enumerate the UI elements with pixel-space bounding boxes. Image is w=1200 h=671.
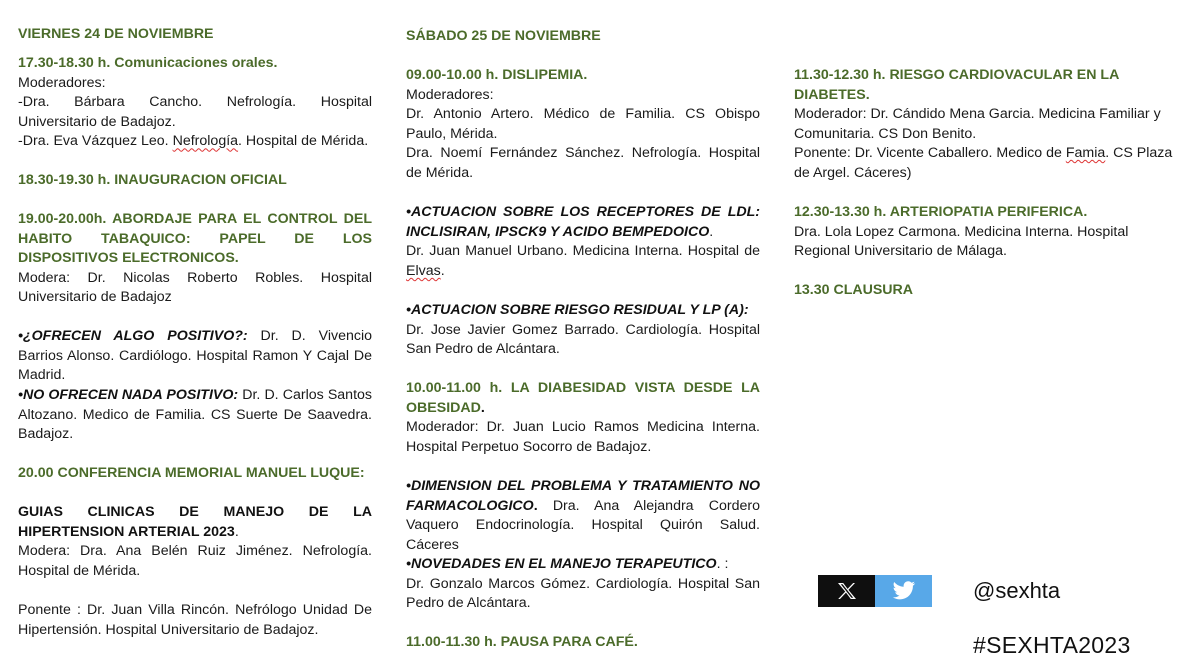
moderator: -Dra. Eva Vázquez Leo. Nefrología. Hospital de Mérida. <box>18 133 369 150</box>
moderator: Moderador: Dr. Cándido Mena Garcia. Medicina Familiar y Comunitaria. CS Don Benito. <box>794 106 1161 142</box>
speaker: Dr. Juan Manuel Urbano. Medicina Interna. Hospital de Elvas. <box>406 243 760 279</box>
talk: •DIMENSION DEL PROBLEMA Y TRATAMIENTO NO FARMACOLOGICO. Dra. Ana Alejandra Cordero Vaquero Endocrinología. Hospital Quirón Salud. Cáceres <box>406 478 760 553</box>
speaker: Dr. Gonzalo Marcos Gómez. Cardiología. Hospital San Pedro de Alcántara. <box>406 575 760 612</box>
talk <box>18 327 372 386</box>
twitter-bird-icon[interactable] <box>875 575 932 607</box>
session-title: 19.00-20.00h. ABORDAJE PARA EL CONTROL DEL HABITO TABAQUICO: PAPEL DE LOS DISPOSITIVOS ELECTRONICOS. <box>18 211 372 267</box>
talk-title: •DIMENSION DEL PROBLEMA Y TRATAMIENTO NO FARMACOLOGICO <box>406 478 760 514</box>
moderator: Moderador: Dr. Juan Lucio Ramos Medicina Interna. Hospital Perpetuo Socorro de Badajoz. <box>406 419 760 455</box>
speaker: Dr. D. Carlos Santos Altozano. Medico de Familia. CS Suerte De Saavedra. Badajoz. <box>18 387 372 443</box>
session-title: 12.30-13.30 h. ARTERIOPATIA PERIFERICA. <box>794 204 1088 220</box>
conference-topic: GUIAS CLINICAS DE MANEJO DE LA HIPERTENSION ARTERIAL 2023. <box>18 504 372 540</box>
talk-title: •¿OFRECEN ALGO POSITIVO?: <box>18 328 248 344</box>
talk-title: •NO OFRECEN NADA POSITIVO: <box>18 387 239 403</box>
moderator: -Dra. Bárbara Cancho. Nefrología. Hospital Universitario de Badajoz. <box>18 94 372 130</box>
speaker: Dra. Ana Alejandra Cordero Vaquero Endocrinología. Hospital Quirón Salud. Cáceres <box>406 497 760 553</box>
moderator: Dra. Noemí Fernández Sánchez. Nefrología. Hospital de Mérida. <box>406 145 760 181</box>
talk <box>18 386 372 445</box>
day-title-saturday: SÁBADO 25 DE NOVIEMBRE <box>406 28 601 44</box>
moderator: Dr. Antonio Artero. Médico de Familia. CS Obispo Paulo, Mérida. <box>406 106 760 142</box>
moderators-label: Moderadores: <box>406 86 494 103</box>
speaker: Ponente: Dr. Vicente Caballero. Medico de Famia. CS Plaza de Argel. Cáceres) <box>794 145 1173 181</box>
session-title: 11.30-12.30 h. RIESGO CARDIOVACULAR EN LA DIABETES. <box>794 67 1119 103</box>
session-title: 20.00 CONFERENCIA MEMORIAL MANUEL LUQUE: <box>18 465 365 481</box>
speaker: Dr. D. Vivencio Barrios Alonso. Cardiólogo. Hospital Ramon Y Cajal De Madrid. <box>18 328 372 384</box>
moderator: Modera: Dra. Ana Belén Ruiz Jiménez. Nefrología. Hospital de Mérida. <box>18 543 372 579</box>
speaker: Dr. Jose Javier Gomez Barrado. Cardiología. Hospital San Pedro de Alcántara. <box>406 321 760 358</box>
session-title: 10.00-11.00 h. LA DIABESIDAD VISTA DESDE LA OBESIDAD. <box>406 380 760 416</box>
moderator: Modera: Dr. Nicolas Roberto Robles. Hospital Universitario de Badajoz <box>18 269 372 306</box>
social-handle[interactable]: @sexhta <box>973 578 1061 603</box>
session-title: 09.00-10.00 h. DISLIPEMIA. <box>406 67 588 83</box>
speaker: Ponente : Dr. Juan Villa Rincón. Nefrólogo Unidad De Hipertensión. Hospital Universitario de Badajoz. <box>18 602 372 638</box>
day-title-friday: VIERNES 24 DE NOVIEMBRE <box>18 26 214 42</box>
session-title: 17.30-18.30 h. Comunicaciones orales. <box>18 55 278 71</box>
session-title: 18.30-19.30 h. INAUGURACION OFICIAL <box>18 172 287 188</box>
moderators-label: Moderadores: <box>18 74 106 91</box>
x-logo-icon[interactable] <box>818 575 875 607</box>
talk-title: •NOVEDADES EN EL MANEJO TERAPEUTICO. : <box>406 556 729 572</box>
talk-title: •ACTUACION SOBRE LOS RECEPTORES DE LDL: INCLISIRAN, IPSCK9 Y ACIDO BEMPEDOICO. <box>406 204 760 240</box>
speaker: Dra. Lola Lopez Carmona. Medicina Interna. Hospital Regional Universitario de Málaga. <box>794 223 1129 260</box>
social-icons <box>818 575 932 607</box>
session-title: 13.30 CLAUSURA <box>794 282 914 298</box>
session-title: 11.00-11.30 h. PAUSA PARA CAFÉ. <box>406 634 638 650</box>
talk-title: •ACTUACION SOBRE RIESGO RESIDUAL Y LP (A): <box>406 302 749 318</box>
event-hashtag: #SEXHTA2023 <box>973 632 1131 658</box>
